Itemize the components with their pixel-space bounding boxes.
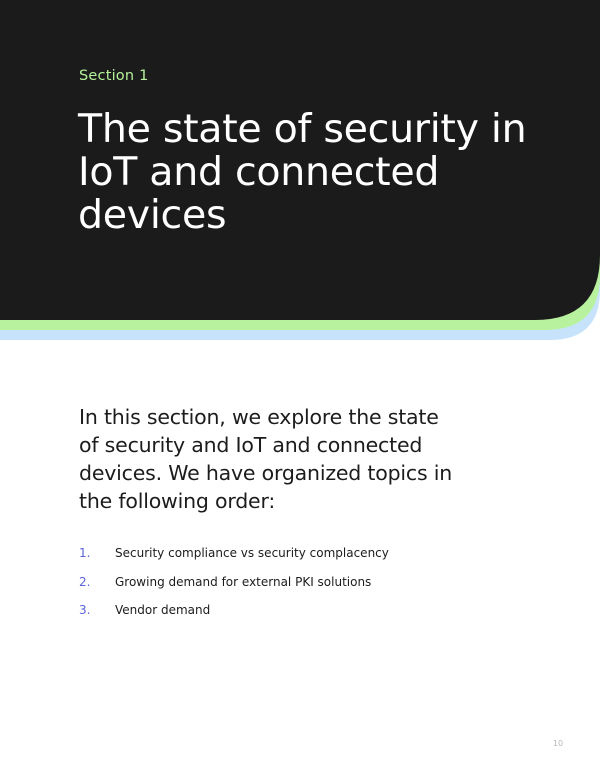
section-header-banner — [0, 0, 600, 340]
intro-paragraph: In this section, we explore the state of security and IoT and connected devices. We have organized topics in the following order: — [79, 405, 453, 513]
list-item-label: Security compliance vs security complacency — [115, 546, 389, 560]
list-item-label: Growing demand for external PKI solutions — [115, 574, 372, 589]
list-number: 3. — [79, 603, 91, 617]
list-number: 2. — [79, 574, 91, 589]
list-number: 1. — [79, 546, 91, 560]
page-title: The state of security in IoT and connected devices — [78, 106, 527, 238]
list-item-label: Vendor demand — [115, 603, 211, 617]
page-number: 10 — [552, 739, 564, 748]
section-label: Section 1 — [79, 68, 149, 84]
